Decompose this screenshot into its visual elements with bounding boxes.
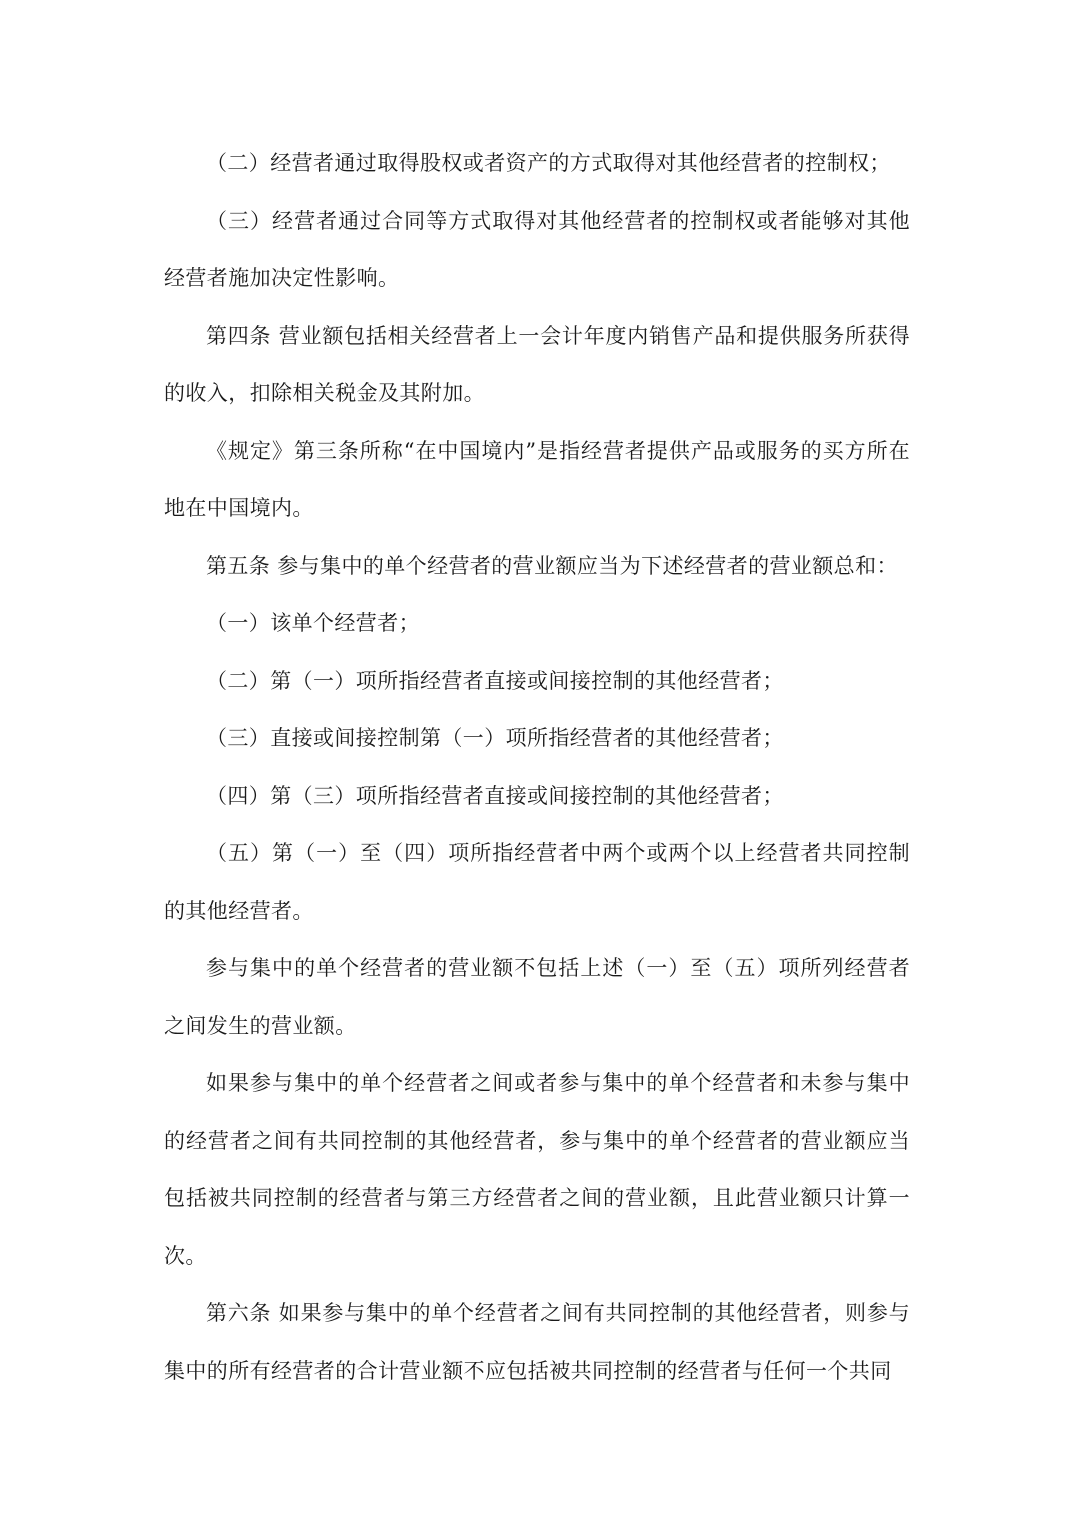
paragraph: 《规定》第三条所称“在中国境内”是指经营者提供产品或服务的买方所在地在中国境内。 xyxy=(164,438,910,520)
paragraph: 如果参与集中的单个经营者之间或者参与集中的单个经营者和未参与集中的经营者之间有共同控制的其他经营者，参与集中的单个经营者的营业额应当包括被共同控制的经营者与第三方经营者之间的营业额，且此营业额只计算一次。 xyxy=(164,1071,910,1268)
paragraph: （四）第（三）项所指经营者直接或间接控制的其他经营者； xyxy=(206,783,784,808)
paragraph: （二）经营者通过取得股权或者资产的方式取得对其他经营者的控制权； xyxy=(206,151,891,175)
paragraph: （五）第（一）至（四）项所指经营者中两个或两个以上经营者共同控制的其他经营者。 xyxy=(164,841,910,923)
paragraph: 第六条 如果参与集中的单个经营者之间有共同控制的其他经营者，则参与集中的所有经营者的合计营业额不应包括被共同控制的经营者与任何一个共同 xyxy=(164,1301,910,1383)
paragraph: 参与集中的单个经营者的营业额不包括上述（一）至（五）项所列经营者之间发生的营业额。 xyxy=(164,956,910,1038)
paragraph: （三）经营者通过合同等方式取得对其他经营者的控制权或者能够对其他经营者施加决定性影响。 xyxy=(164,208,910,290)
paragraph: （一）该单个经营者； xyxy=(206,611,420,635)
paragraph: 第五条 参与集中的单个经营者的营业额应当为下述经营者的营业额总和： xyxy=(206,553,898,578)
paragraph: （三）直接或间接控制第（一）项所指经营者的其他经营者； xyxy=(206,726,784,750)
paragraph: 第四条 营业额包括相关经营者上一会计年度内销售产品和提供服务所获得的收入，扣除相关税金及其附加。 xyxy=(164,323,910,405)
paragraph: （二）第（一）项所指经营者直接或间接控制的其他经营者； xyxy=(206,668,784,693)
document-body xyxy=(164,135,910,1400)
